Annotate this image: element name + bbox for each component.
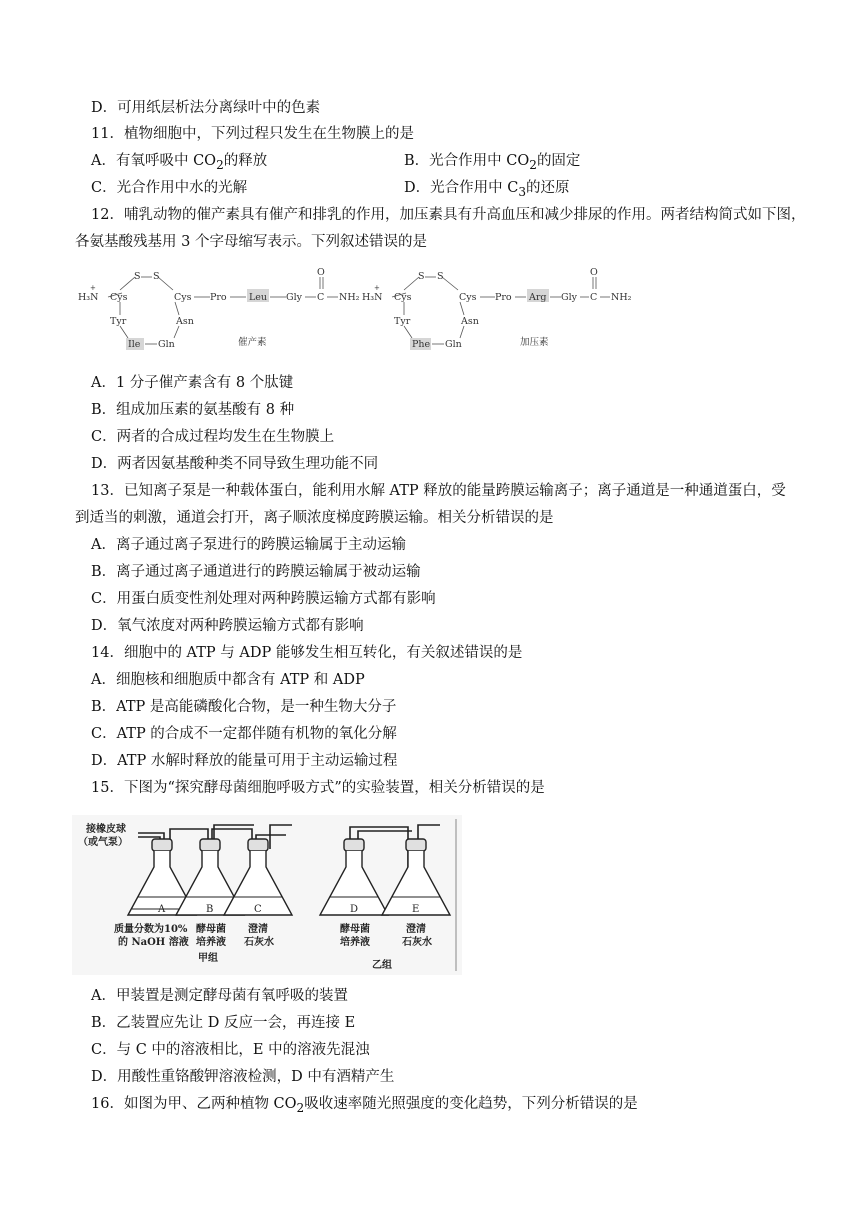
flask-a-letter: A xyxy=(158,904,166,915)
oxytocin-plus: + xyxy=(90,284,96,292)
vasopressin-gln: Gln xyxy=(445,339,462,350)
vasopressin-pro: Pro xyxy=(495,292,512,303)
flask-e-label-2: 石灰水 xyxy=(402,937,432,948)
flask-b-letter: B xyxy=(206,904,214,915)
vasopressin-gly: Gly xyxy=(561,292,577,303)
q15-option-a: A．甲装置是测定酵母菌有氧呼吸的装置 xyxy=(91,988,348,1004)
yeast-respiration-apparatus-figure xyxy=(72,815,462,975)
q14-option-b: B．ATP 是高能磷酸化合物，是一种生物大分子 xyxy=(91,699,397,715)
q12-option-d: D．两者因氨基酸种类不同导致生理功能不同 xyxy=(91,456,379,472)
q12-option-c: C．两者的合成过程均发生在生物膜上 xyxy=(91,429,335,445)
vasopressin-o: O xyxy=(590,267,598,278)
oxytocin-cys1: Cys xyxy=(110,292,128,303)
flask-b-label-1: 酵母菌 xyxy=(196,924,226,935)
q13-option-d: D．氧气浓度对两种跨膜运输方式都有影响 xyxy=(91,618,364,634)
q13-stem-line2: 到适当的刺激，通道会打开，离子顺浓度梯度跨膜运输。相关分析错误的是 xyxy=(75,510,554,526)
q12-option-a: A．1 分子催产素含有 8 个肽键 xyxy=(91,375,294,391)
q14-option-a: A．细胞核和细胞质中都含有 ATP 和 ADP xyxy=(91,672,365,688)
flask-e-letter: E xyxy=(412,904,420,915)
q11-option-d: D．光合作用中 $C_3$的还原 xyxy=(404,180,570,199)
q15-option-d: D．用酸性重铬酸钾溶液检测，D 中有酒精产生 xyxy=(91,1069,395,1085)
flask-a-label-1: 质量分数为10% xyxy=(114,924,188,935)
vasopressin-structure xyxy=(392,277,610,344)
q14-stem: 14．细胞中的 ATP 与 ADP 能够发生相互转化，有关叙述错误的是 xyxy=(91,645,523,661)
oxytocin-pro: Pro xyxy=(210,292,227,303)
flask-c-letter: C xyxy=(254,904,262,915)
q16-stem: 16．如图为甲、乙两种植物 $CO_2$吸收速率随光照强度的变化趋势，下列分析错误的是 xyxy=(91,1096,638,1115)
q13-option-c: C．用蛋白质变性剂处理对两种跨膜运输方式都有影响 xyxy=(91,591,436,607)
flask-d-letter: D xyxy=(350,904,359,915)
vasopressin-caption: 加压素 xyxy=(520,337,549,348)
oxytocin-cys2: Cys xyxy=(174,292,192,303)
q12-stem-line2: 各氨基酸残基用 3 个字母缩写表示。下列叙述错误的是 xyxy=(75,234,427,250)
vasopressin-cys2: Cys xyxy=(459,292,477,303)
vasopressin-s1: S xyxy=(418,271,425,282)
oxytocin-h3n: H₃N xyxy=(78,292,99,303)
oxytocin-caption: 催产素 xyxy=(238,337,267,348)
q13-option-a: A．离子通过离子泵进行的跨膜运输属于主动运输 xyxy=(91,537,406,553)
vasopressin-arg: Arg xyxy=(529,292,547,303)
q14-option-c: C．ATP 的合成不一定都伴随有机物的氧化分解 xyxy=(91,726,397,742)
flask-d-label-2: 培养液 xyxy=(340,937,370,948)
q11-option-a: A．有氧呼吸中 $CO_2$的释放 xyxy=(91,153,268,172)
oxytocin-leu: Leu xyxy=(249,292,268,303)
flask-c-label-1: 澄清 xyxy=(248,924,268,935)
vasopressin-plus: + xyxy=(374,284,380,292)
oxytocin-nh2: NH₂ xyxy=(339,292,360,303)
peptide-structure-figure xyxy=(70,265,650,360)
vasopressin-c: C xyxy=(590,292,598,303)
oxytocin-structure xyxy=(108,277,338,344)
q15-option-c: C．与 C 中的溶液相比，E 中的溶液先混浊 xyxy=(91,1042,370,1058)
vasopressin-cys1: Cys xyxy=(394,292,412,303)
vasopressin-s2: S xyxy=(437,271,444,282)
pump-label-1: 接橡皮球 xyxy=(86,824,126,835)
q13-option-b: B．离子通过离子通道进行的跨膜运输属于被动运输 xyxy=(91,564,421,580)
oxytocin-asn: Asn xyxy=(176,316,194,327)
group-1-label: 甲组 xyxy=(198,953,218,964)
vasopressin-asn: Asn xyxy=(461,316,479,327)
vasopressin-nh2: NH₂ xyxy=(611,292,632,303)
q15-option-b: B．乙装置应先让 D 反应一会，再连接 E xyxy=(91,1015,356,1031)
vasopressin-tyr: Tyr xyxy=(394,316,411,327)
q11-stem: 11．植物细胞中，下列过程只发生在生物膜上的是 xyxy=(91,126,414,142)
pump-label-2: （或气泵） xyxy=(78,837,128,848)
flask-c-label-2: 石灰水 xyxy=(244,937,274,948)
oxytocin-s2: S xyxy=(153,271,160,282)
oxytocin-o: O xyxy=(317,267,325,278)
q15-stem: 15．下图为“探究酵母菌细胞呼吸方式”的实验装置，相关分析错误的是 xyxy=(91,780,545,796)
q12-option-b: B．组成加压素的氨基酸有 8 种 xyxy=(91,402,295,418)
flask-d-label-1: 酵母菌 xyxy=(340,924,370,935)
q11-options-row1 xyxy=(91,151,581,175)
q11-option-c: C．光合作用中水的光解 xyxy=(91,180,248,196)
vasopressin-h3n: H₃N xyxy=(362,292,383,303)
flask-a-label-2: 的 NaOH 溶液 xyxy=(118,937,189,948)
q12-stem-line1: 12．哺乳动物的催产素具有催产和排乳的作用，加压素具有升高血压和减少排尿的作用。两者结构简式如下图， xyxy=(91,207,806,223)
q11-options-row2 xyxy=(91,178,570,199)
q13-stem-line1: 13．已知离子泵是一种载体蛋白，能利用水解 ATP 释放的能量跨膜运输离子；离子通道是一种通道蛋白，受 xyxy=(91,483,786,499)
oxytocin-s1: S xyxy=(134,271,141,282)
vasopressin-phe: Phe xyxy=(412,339,431,350)
oxytocin-gln: Gln xyxy=(158,339,175,350)
flask-b-label-2: 培养液 xyxy=(196,937,226,948)
oxytocin-c: C xyxy=(317,292,325,303)
q10-option-d: D．可用纸层析法分离绿叶中的色素 xyxy=(91,100,321,116)
oxytocin-ile: Ile xyxy=(128,339,141,350)
flask-e-label-1: 澄清 xyxy=(406,924,426,935)
oxytocin-gly: Gly xyxy=(286,292,302,303)
oxytocin-tyr: Tyr xyxy=(110,316,127,327)
group-2-label: 乙组 xyxy=(372,960,392,971)
q14-option-d: D．ATP 水解时释放的能量可用于主动运输过程 xyxy=(91,753,398,769)
q11-option-b: B．光合作用中 $CO_2$的固定 xyxy=(404,153,581,172)
